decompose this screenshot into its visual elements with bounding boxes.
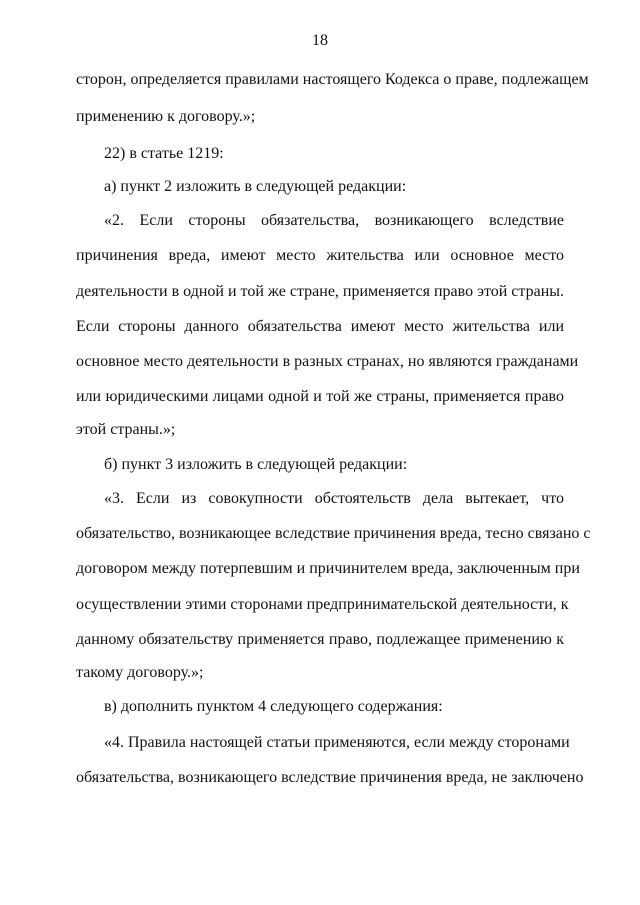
text-line: б) пункт 3 изложить в следующей редакции: <box>104 456 408 473</box>
text-line: применению к договору.»; <box>76 108 256 125</box>
text-line: «3. Если из совокупности обстоятельств дела вытекает, что <box>104 490 564 507</box>
text-line: в) дополнить пунктом 4 следующего содержания: <box>104 698 443 715</box>
text-line: обязательства, возникающего вследствие причинения вреда, не заключено <box>76 769 584 786</box>
text-line: сторон, определяется правилами настоящего Кодекса о праве, подлежащем <box>76 71 589 88</box>
text-line: обязательство, возникающее вследствие причинения вреда, тесно связано с <box>76 525 591 542</box>
page-number: 18 <box>312 32 328 49</box>
text-line: а) пункт 2 изложить в следующей редакции: <box>104 178 407 195</box>
text-line: «2. Если стороны обязательства, возникающего вследствие <box>104 212 564 229</box>
text-line: такому договору.»; <box>76 664 204 681</box>
text-line: Если стороны данного обязательства имеют место жительства или <box>76 318 564 335</box>
text-line: данному обязательству применяется право, подлежащее применению к <box>76 631 564 648</box>
text-line: «4. Правила настоящей статьи применяются, если между сторонами <box>104 734 570 751</box>
text-line: договором между потерпевшим и причинителем вреда, заключенным при <box>76 560 580 577</box>
text-line: деятельности в одной и той же стране, применяется право этой страны. <box>76 283 564 300</box>
text-line: причинения вреда, имеют место жительства или основное место <box>76 247 564 264</box>
text-line: этой страны.»; <box>76 421 176 438</box>
text-line: или юридическими лицами одной и той же страны, применяется право <box>76 388 564 405</box>
text-line: основное место деятельности в разных странах, но являются гражданами <box>76 353 579 370</box>
text-line: осуществлении этими сторонами предпринимательской деятельности, к <box>76 596 569 613</box>
text-line: 22) в статье 1219: <box>104 145 224 162</box>
